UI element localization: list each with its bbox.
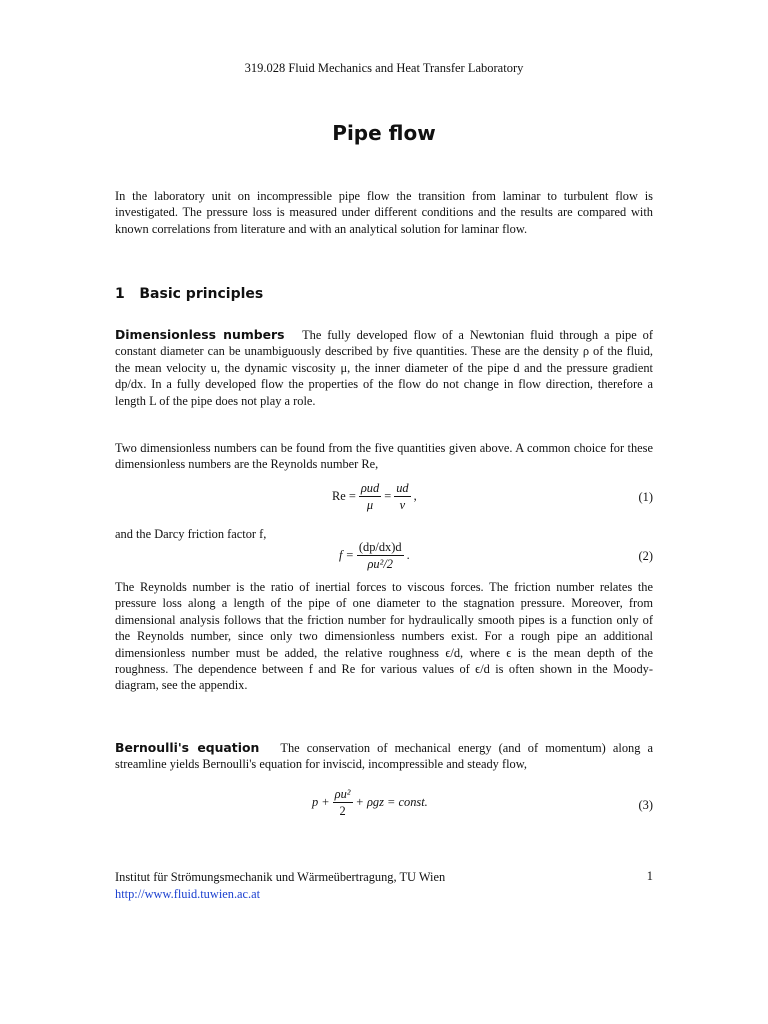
dimensionless-text: The fully developed flow of a Newtonian fluid through a pipe of constant diameter can be unambiguously described by five quantities. These are the density ρ of the fluid, the mean velocity u, the dynamic viscosity μ, the inner diameter of the pipe d and the pressure gradient dp/dx. In a fully developed flow the properties of the flow do not change in flow direction, therefore a length L of the pipe does not play a role. xyxy=(115,328,653,408)
equation-3 xyxy=(312,787,428,818)
eq1-den2: ν xyxy=(399,498,406,512)
footer-institute: Institut für Strömungsmechanik und Wärmeübertragung, TU Wien xyxy=(115,870,446,884)
eq2-fraction xyxy=(357,540,404,571)
eq2-den: ρu²/2 xyxy=(367,557,393,571)
equation-number-3: (3) xyxy=(638,798,653,812)
runin-heading-dimensionless: Dimensionless numbers xyxy=(115,327,285,342)
reynolds-explanation-paragraph: The Reynolds number is the ratio of inertial forces to viscous forces. The friction number relates the pressure loss along a length of the pipe of one diameter to the stagnation pressure. Moreover, from dimensional analysis follows that the friction number for hydraulically smooth pipes is a function only of the Reynolds number, since only two dimensionless numbers exist. For a rough pipe an additional dimensionless number must be added, the relative roughness ϵ/d, where ϵ is the mean depth of the roughness. The dependence between f and Re for various values of ϵ/d is often shown in the Moody-diagram, see the appendix. xyxy=(115,580,653,693)
dimensionless-paragraph xyxy=(115,327,653,409)
eq3-lhs: p + xyxy=(312,795,330,809)
friction-intro-line: and the Darcy friction factor f, xyxy=(115,527,267,541)
footer-url-link[interactable]: http://www.fluid.tuwien.ac.at xyxy=(115,887,261,901)
eq1-num1: ρud xyxy=(360,481,380,495)
eq1-equals: = xyxy=(384,489,392,503)
reynolds-intro-paragraph: Two dimensionless numbers can be found from the five quantities given above. A common choice for these dimensionless numbers are the Reynolds number Re, xyxy=(115,441,653,472)
bernoulli-paragraph xyxy=(115,740,653,773)
eq1-num2: ud xyxy=(396,481,409,495)
eq3-rhs: + ρgz = const. xyxy=(355,795,428,809)
eq2-tail: . xyxy=(406,548,410,562)
runin-heading-bernoulli: Bernoulli's equation xyxy=(115,740,260,755)
section-heading xyxy=(115,286,263,302)
running-header: 319.028 Fluid Mechanics and Heat Transfer Laboratory xyxy=(244,61,524,75)
eq3-fraction xyxy=(333,787,353,818)
eq1-lhs: Re = xyxy=(332,489,356,503)
eq3-num: ρu² xyxy=(334,787,351,801)
equation-2 xyxy=(339,540,410,571)
section-number: 1 xyxy=(115,286,125,302)
page-title: Pipe flow xyxy=(332,121,436,145)
equation-1 xyxy=(332,481,417,512)
eq1-tail: , xyxy=(413,489,417,503)
page-number: 1 xyxy=(646,869,653,883)
equation-number-2: (2) xyxy=(638,549,653,563)
section-title: Basic principles xyxy=(139,286,264,302)
footer xyxy=(115,869,445,903)
bernoulli-text: The conservation of mechanical energy (and of momentum) along a streamline yields Bernoulli's equation for inviscid, incompressible and steady flow, xyxy=(115,741,654,772)
eq1-fraction-a xyxy=(359,481,381,512)
eq1-fraction-b xyxy=(394,481,410,512)
eq3-den: 2 xyxy=(339,804,346,818)
eq1-den1: μ xyxy=(366,498,374,512)
equation-number-1: (1) xyxy=(638,490,653,504)
eq2-num: (dp/dx)d xyxy=(358,540,402,554)
intro-paragraph: In the laboratory unit on incompressible pipe flow the transition from laminar to turbulent flow is investigated. The pressure loss is measured under different conditions and the results are compared with known correlations from literature and with an analytical solution for laminar flow. xyxy=(115,189,653,236)
eq2-lhs: f = xyxy=(339,548,354,562)
